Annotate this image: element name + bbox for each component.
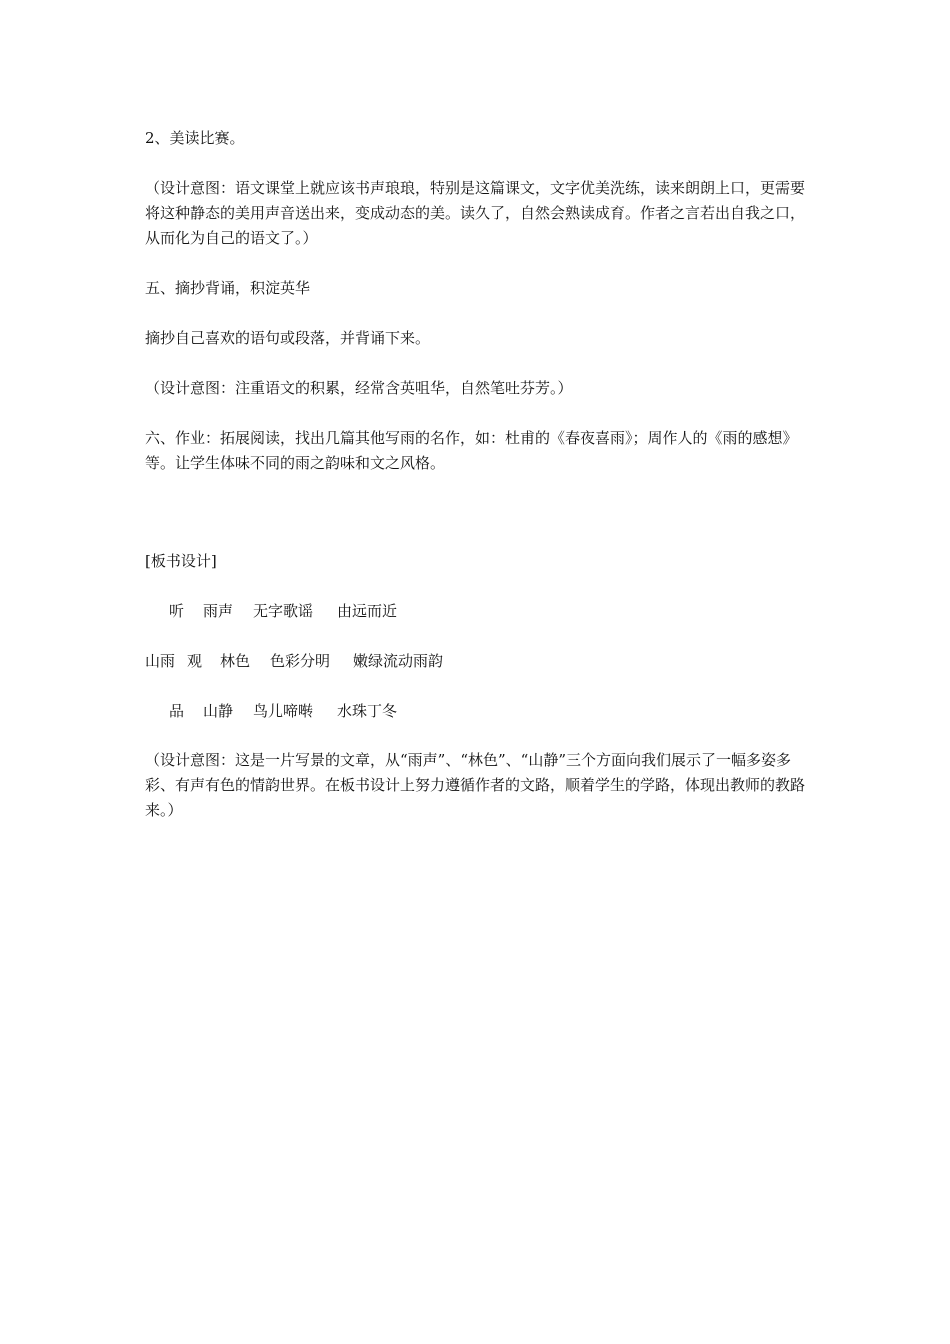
board-design-heading: [板书设计] [145, 552, 217, 570]
section-item-reading-contest: 2、美读比赛。 [145, 129, 245, 147]
section-heading-five: 五、摘抄背诵，积淀英华 [145, 279, 311, 297]
board-desc: 色彩分明 [270, 652, 331, 670]
board-row-observe [145, 649, 815, 674]
board-verb: 听 [169, 602, 185, 620]
section-heading-six-homework: 六、作业：拓展阅读，找出几篇其他写雨的名作，如：杜甫的《春夜喜雨》；周作人的《雨的感想》等。让学生体味不同的雨之韵味和文之风格。 [145, 429, 798, 472]
board-verb: 品 [169, 702, 185, 720]
design-intent-accumulation: （设计意图：注重语文的积累，经常含英咀华，自然笔吐芬芳。） [145, 379, 573, 397]
board-row-savor [145, 699, 815, 724]
board-topic: 山静 [203, 702, 234, 720]
board-main-label: 山雨 [145, 652, 176, 670]
section-five-body: 摘抄自己喜欢的语句或段落，并背诵下来。 [145, 329, 431, 347]
board-topic: 雨声 [203, 602, 234, 620]
board-detail: 水珠丁冬 [337, 702, 398, 720]
board-row-listen [145, 599, 815, 624]
board-verb: 观 [187, 652, 203, 670]
design-intent-reading: （设计意图：语文课堂上就应该书声琅琅，特别是这篇课文，文字优美洗练，读来朗朗上口，更需要将这种静态的美用声音送出来，变成动态的美。读久了，自然会熟读成育。作者之言若出自我之口，从而化为自己的语文了。） [145, 179, 806, 247]
board-desc: 鸟儿啼啭 [253, 702, 314, 720]
board-detail: 嫩绿流动雨韵 [353, 652, 444, 670]
design-intent-board: （设计意图：这是一片写景的文章，从“雨声”、“林色”、“山静”三个方面向我们展示了一幅多姿多彩、有声有色的情韵世界。在板书设计上努力遵循作者的文路，顺着学生的学路，体现出教师的教路来。） [145, 751, 806, 819]
board-detail: 由远而近 [337, 602, 398, 620]
board-topic: 林色 [220, 652, 251, 670]
board-desc: 无字歌谣 [253, 602, 314, 620]
